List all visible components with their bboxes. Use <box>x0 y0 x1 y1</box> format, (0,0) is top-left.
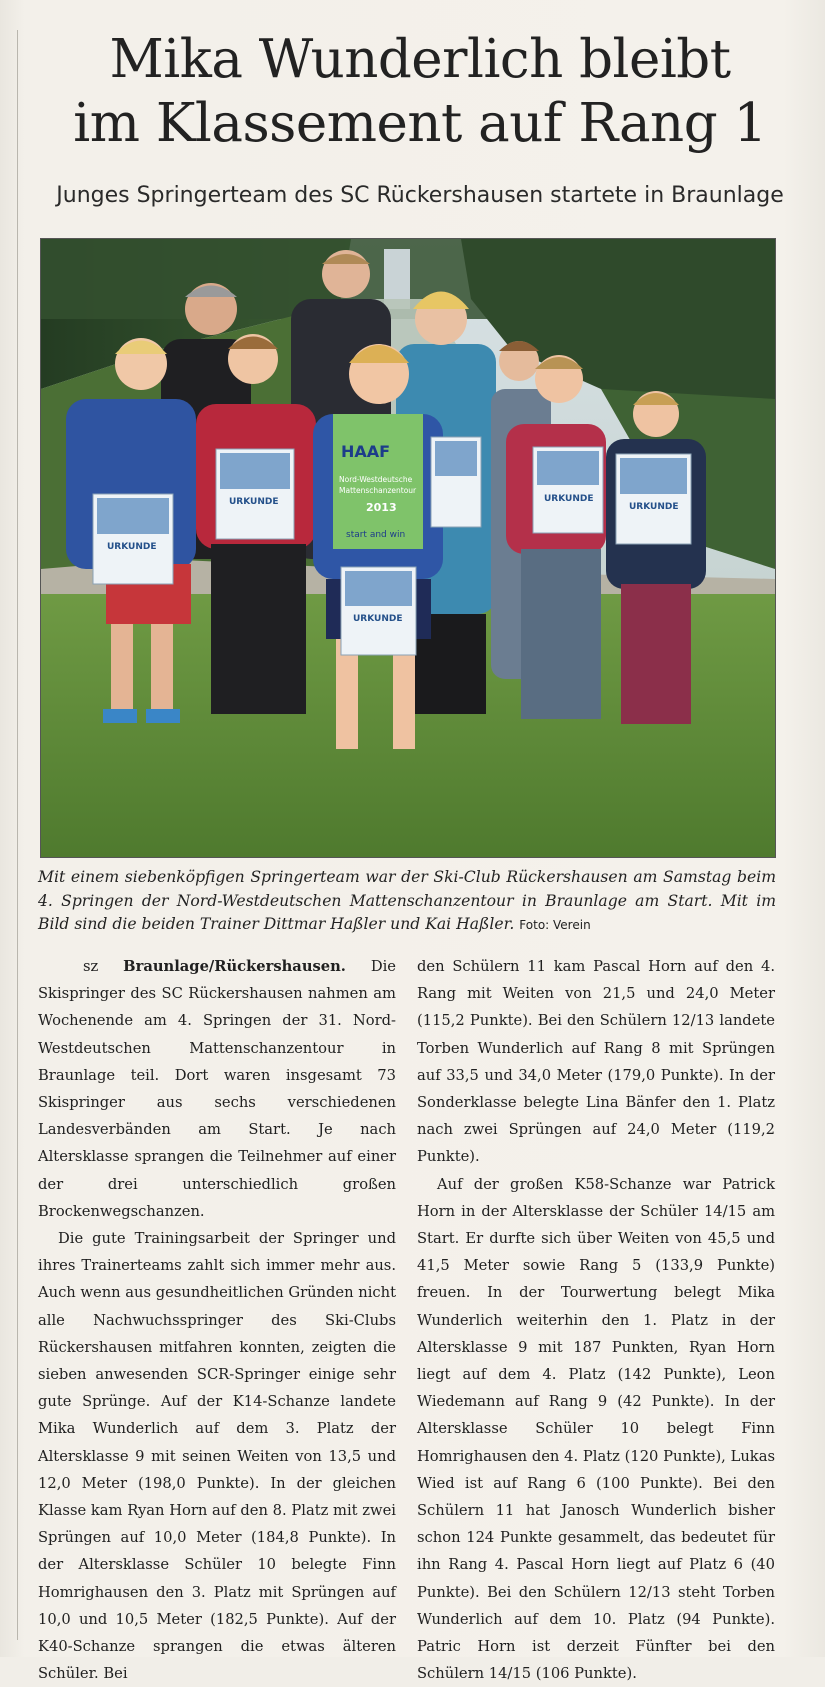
headline-line-1: Mika Wunderlich bleibt <box>109 29 731 90</box>
paragraph-2: Die gute Trainingsarbeit der Springer und ihres Trainerteams zahlt sich immer mehr aus. Auch wenn aus gesundheitlichen Gründen nicht alle Nachwuchsspringer des Ski-Clubs Rückershausen mitfahren konnten, zeigten die sieben anwesenden SCR-Springer einige sehr gute Sprünge. Auf der K14-Schanze landete Mika Wunderlich auf dem 3. Platz der Altersklasse 9 mit seinen Weiten von 13,5 und 12,0 Meter (198,0 Punkte). In der gleichen Klasse kam Ryan Horn auf den 8. Platz mit zwei Sprüngen auf 10,0 Meter (184,8 Punkte). In der Altersklasse Schüler 10 belegte Finn Homrighausen den 3. Platz mit Sprüngen auf 10,0 und 10,5 Meter (182,5 Punkte). Auf der K40-Schanze sprangen die etwas älteren Schüler. Bei <box>38 1230 396 1683</box>
article-column-2 <box>417 953 775 1687</box>
column-rule <box>17 30 18 1640</box>
shirt-brand-text: HAAF <box>341 442 391 461</box>
paragraph-1 <box>38 953 396 1225</box>
person-kid-far-right <box>606 391 706 724</box>
certificate-label-1: URKUNDE <box>107 542 157 552</box>
certificate-4 <box>431 437 481 527</box>
dateline: Braunlage/Rückershausen. <box>123 958 346 975</box>
photo-caption <box>38 866 776 938</box>
article-column-1 <box>38 953 396 1687</box>
headline <box>40 28 800 156</box>
headline-line-2: im Klassement auf Rang 1 <box>73 93 767 154</box>
caption-text: Mit einem siebenköpfigen Springerteam war der Ski-Club Rückershausen am Samstag beim 4. Springen der Nord-Westdeutschen Mattenschanzentour in Braunlage am Start. Mit im Bild sind die beiden Trainer Dittmar Haßler und Kai Haßler. <box>38 868 776 933</box>
photo-credit: Foto: Verein <box>519 918 591 932</box>
shirt-line2-text: Mattenschanzentour <box>339 486 417 495</box>
shirt-year-text: 2013 <box>366 501 397 514</box>
certificate-3 <box>341 567 416 655</box>
paragraph-1-text: Die Skispringer des SC Rückershausen nahmen am Wochenende am 4. Springen der 31. Nord-Westdeutschen Mattenschanzentour in Braunlage teil. Dort waren insgesamt 73 Skispringer aus sechs verschiedenen Landesverbänden am Start. Je nach Altersklasse sprangen die Teilnehmer auf einer der drei unterschiedlich großen Brockenwegschanzen. <box>38 958 396 1220</box>
certificate-label-2: URKUNDE <box>229 497 279 507</box>
certificate-2 <box>216 449 294 539</box>
subheadline: Junges Springerteam des SC Rückershausen startete in Braunlage <box>56 183 784 208</box>
byline-prefix: sz <box>83 958 124 975</box>
shirt-line1-text: Nord-Westdeutsche <box>339 475 413 484</box>
certificate-6 <box>616 454 691 544</box>
certificate-label-3: URKUNDE <box>353 614 403 624</box>
certificate-label-5: URKUNDE <box>544 494 594 504</box>
team-photo <box>40 238 776 858</box>
certificate-1 <box>93 494 173 584</box>
certificate-5 <box>533 447 603 533</box>
certificate-label-6: URKUNDE <box>629 502 679 512</box>
shirt-slogan-text: start and win <box>346 530 406 540</box>
paragraph-3: den Schülern 11 kam Pascal Horn auf den 4. Rang mit Weiten von 21,5 und 24,0 Meter (115,2 Punkte). Bei den Schülern 12/13 landete Torben Wunderlich auf Rang 8 mit Sprüngen auf 33,5 und 34,0 Meter (179,0 Punkte). In der Sonderklasse belegte Lina Bänfer den 1. Platz nach zwei Sprüngen auf 24,0 Meter (119,2 Punkte). <box>417 958 775 1166</box>
paragraph-4: Auf der großen K58-Schanze war Patrick Horn in der Altersklasse der Schüler 14/15 am Start. Er durfte sich über Weiten von 45,5 und 41,5 Meter sowie Rang 5 (133,9 Punkte) freuen. In der Tourwertung belegt Mika Wunderlich weiterhin den 1. Platz in der Altersklasse 9 mit 187 Punkten, Ryan Horn liegt auf dem 4. Platz (142 Punkte), Leon Wiedemann auf Rang 9 (42 Punkte). In der Altersklasse Schüler 10 belegt Finn Homrighausen den 4. Platz (120 Punkte), Lukas Wied ist auf Rang 6 (100 Punkte). Bei den Schülern 11 hat Janosch Wunderlich bisher schon 124 Punkte gesammelt, das bedeutet für ihn Rang 4. Pascal Horn liegt auf Platz 6 (40 Punkte). Bei den Schülern 12/13 steht Torben Wunderlich auf dem 10. Platz (94 Punkte). Patric Horn ist derzeit Fünfter bei den Schülern 14/15 (106 Punkte). <box>417 1175 775 1683</box>
